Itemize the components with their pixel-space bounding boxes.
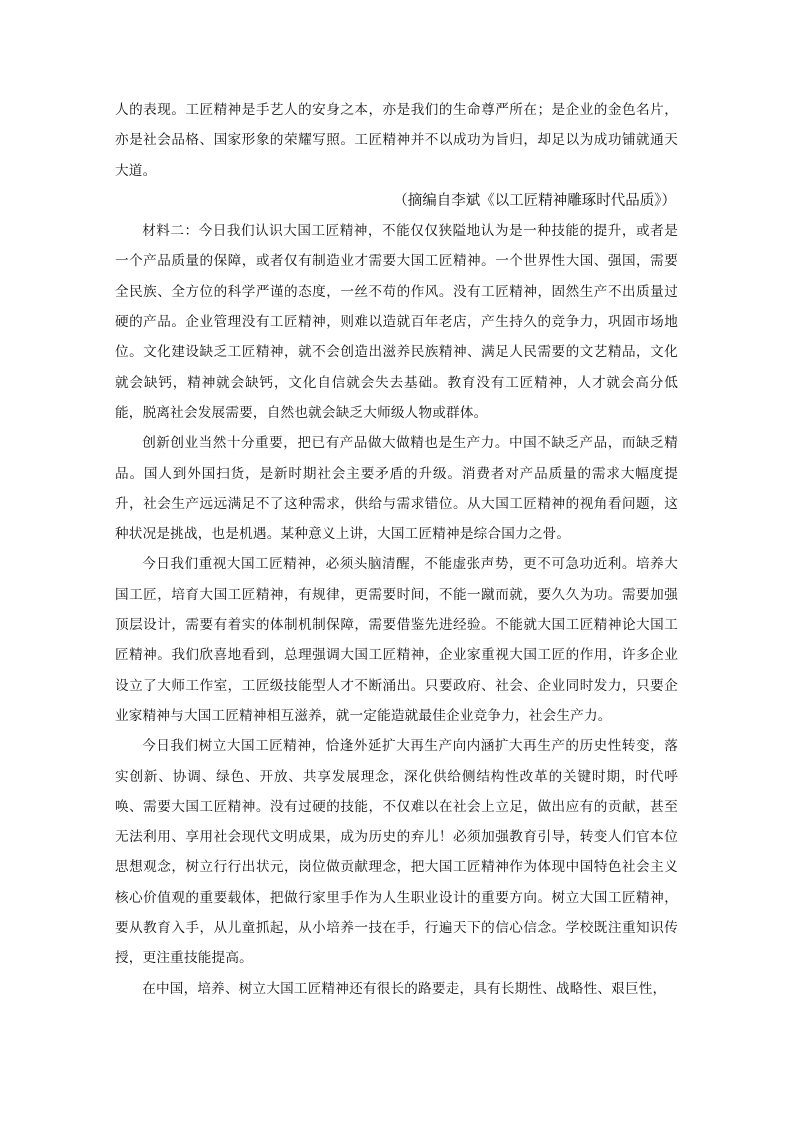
article-body <box>115 95 678 1004</box>
paragraph-value-spirit: 今日我们重视大国工匠精神，必须头脑清醒，不能虚张声势，更不可急功近利。培养大国工匠，培育大国工匠精神，有规律，更需要时间，不能一蹴而就，要久久为功。需要加强顶层设计，需要有着实的体制机制保障，需要借鉴先进经验。不能就大国工匠精神论大国工匠精神。我们欣喜地看到，总理强调大国工匠精神，企业家重视大国工匠的作用，许多企业设立了大师工作室，工匠级技能型人才不断涌出。只要政府、社会、企业同时发力，只要企业家精神与大国工匠精神相互滋养，就一定能造就最佳企业竞争力，社会生产力。 <box>115 556 678 724</box>
paragraph-continuation: 人的表现。工匠精神是手艺人的安身之本，亦是我们的生命尊严所在；是企业的金色名片，亦是社会品格、国家形象的荣耀写照。工匠精神并不以成功为旨归，却足以为成功铺就通天大道。 <box>115 102 678 179</box>
source-attribution: （摘编自李斌《以工匠精神雕琢时代品质》） <box>393 192 676 209</box>
paragraph-innovation: 创新创业当然十分重要，把已有产品做大做精也是生产力。中国不缺乏产品，而缺乏精品。国人到外国扫货，是新时期社会主要矛盾的升级。消费者对产品质量的需求大幅度提升，社会生产远远满足不了这种需求，供给与需求错位。从大国工匠精神的视角看问题，这种状况是挑战，也是机遇。某种意义上讲，大国工匠精神是综合国力之骨。 <box>115 435 678 543</box>
paragraph-material-two: 材料二：今日我们认识大国工匠精神，不能仅仅狭隘地认为是一种技能的提升，或者是一个产品质量的保障，或者仅有制造业才需要大国工匠精神。一个世界性大国、强国，需要全民族、全方位的科学严谨的态度，一丝不苟的作风。没有工匠精神，固然生产不出质量过硬的产品。企业管理没有工匠精神，则难以造就百年老店，产生持久的竞争力，巩固市场地位。文化建设缺乏工匠精神，就不会创造出滋养民族精神、满足人民需要的文艺精品，文化就会缺钙，精神就会缺钙，文化自信就会失去基础。教育没有工匠精神，人才就会高分低能，脱离社会发展需要，自然也就会缺乏大师级人物或群体。 <box>115 223 678 421</box>
paragraph-establish-spirit: 今日我们树立大国工匠精神，恰逢外延扩大再生产向内涵扩大再生产的历史性转变，落实创新、协调、绿色、开放、共享发展理念，深化供给侧结构性改革的关键时期，时代呼唤、需要大国工匠精神。没有过硬的技能，不仅难以在社会上立足，做出应有的贡献，甚至无法利用、享用社会现代文明成果，成为历史的弃儿！必须加强教育引导，转变人们官本位思想观念，树立行行出状元，岗位做贡献理念，把大国工匠精神作为体现中国特色社会主义核心价值观的重要载体，把做行家里手作为人生职业设计的重要方向。树立大国工匠精神，要从教育入手，从儿童抓起，从小培养一技在手，行遍天下的信心信念。学校既注重知识传授，更注重技能提高。 <box>115 738 678 967</box>
paragraph-long-road: 在中国，培养、树立大国工匠精神还有很长的路要走，具有长期性、战略性、艰巨性， <box>142 980 667 997</box>
